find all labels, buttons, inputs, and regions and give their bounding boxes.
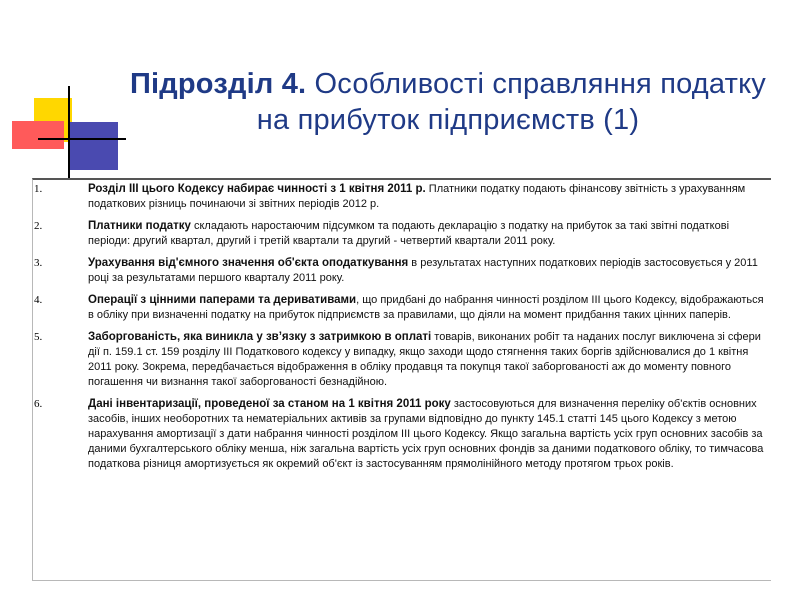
list-item-rest: товарів, виконаних робіт та наданих послуг виключена зі сфери дії п. 159.1 ст. 159 розділу III Податкового кодексу у випадку, якщо заходи щодо стягнення таких боргів здійснювалися до 1 квітня 2011 року. Зокрема, передбачається відображення в обліку продавця та покупця такої заборгованості аж до моменту повного погашення чи визнання такої заборгованості безнадійною.	[88, 331, 761, 388]
list-item-rest: застосовуються для визначення переліку об'єктів основних засобів, інших необоротних та нематеріальних активів за групами відповідно до пункту 145.1 статті 145 цього Кодексу з метою нарахування амортизації з дати набрання чинності розділом III цього Кодексу. Якщо загальна вартість усіх груп основних засобів за даними бухгалтерського обліку менша, ніж загальна вартість усіх груп основних фондів за даними податкового обліку, то тимчасова податкова різниця амортизується як окремий об'єкт із застосуванням прямолінійного методу протягом трьох років.	[88, 398, 764, 470]
list-item-bold: Операції з цінними паперами та деривативами	[88, 294, 357, 306]
slide-title-lead: Підрозділ 4.	[129, 68, 307, 100]
list-item	[34, 397, 764, 472]
list-item	[34, 219, 764, 249]
list-item-number: 3.	[34, 257, 43, 269]
decorative-blue-square	[70, 122, 118, 170]
list-item-rest: складають наростаючим підсумком та подають декларацію з податку на прибуток за такі звітні податкові періоди: другий квартал, другий і третій квартали та другий - четвертий квартали 2011 року.	[88, 220, 730, 247]
list-item-bold: Розділ III цього Кодексу набирає чинності з 1 квітня 2011 р.	[88, 183, 426, 195]
list-item-text	[88, 293, 764, 323]
list-item-rest: Платники податку подають фінансову звітність з урахуванням податкових різниць починаючи зі звітних періодів 2012 р.	[88, 183, 746, 210]
list-item-bold: Дані інвентаризації, проведеної за станом на 1 квітня 2011 року	[88, 398, 451, 410]
list-item-bold: Урахування від'ємного значення об'єкта оподаткування	[88, 257, 409, 269]
list-item-text	[88, 219, 764, 249]
list-item	[34, 256, 764, 286]
list-item-number: 6.	[34, 398, 43, 410]
list-item-number: 4.	[34, 294, 43, 306]
list-item-bold: Заборгованість, яка виникла у зв’язку з затримкою в оплаті	[88, 331, 432, 343]
list-item	[34, 330, 764, 390]
list-item-number: 2.	[34, 220, 43, 232]
list-item-text	[88, 330, 764, 390]
slide-title-rest: Особливості справляння податку на прибуток підприємств (1)	[256, 68, 767, 136]
decorative-vertical-line	[68, 86, 70, 178]
numbered-list	[34, 182, 764, 479]
list-item	[34, 182, 764, 212]
list-item-text	[88, 182, 764, 212]
decorative-horizontal-line	[38, 138, 126, 140]
list-item-text	[88, 397, 764, 472]
list-item	[34, 293, 764, 323]
list-item-bold: Платники податку	[88, 220, 191, 232]
list-item-text	[88, 256, 764, 286]
list-item-number: 5.	[34, 331, 43, 343]
decorative-red-square	[12, 121, 64, 149]
list-item-rest: , що придбані до набрання чинності розділом III цього Кодексу, відображаються в обліку при визначенні податку на прибуток підприємств за правилами, що діяли на момент придбання таких цінних паперів.	[88, 294, 764, 321]
slide-title	[128, 66, 768, 138]
list-item-number: 1.	[34, 183, 43, 195]
list-item-rest: в результатах наступних податкових періодів застосовується у 2011 році за результатами першого кварталу 2011 року.	[88, 257, 758, 284]
